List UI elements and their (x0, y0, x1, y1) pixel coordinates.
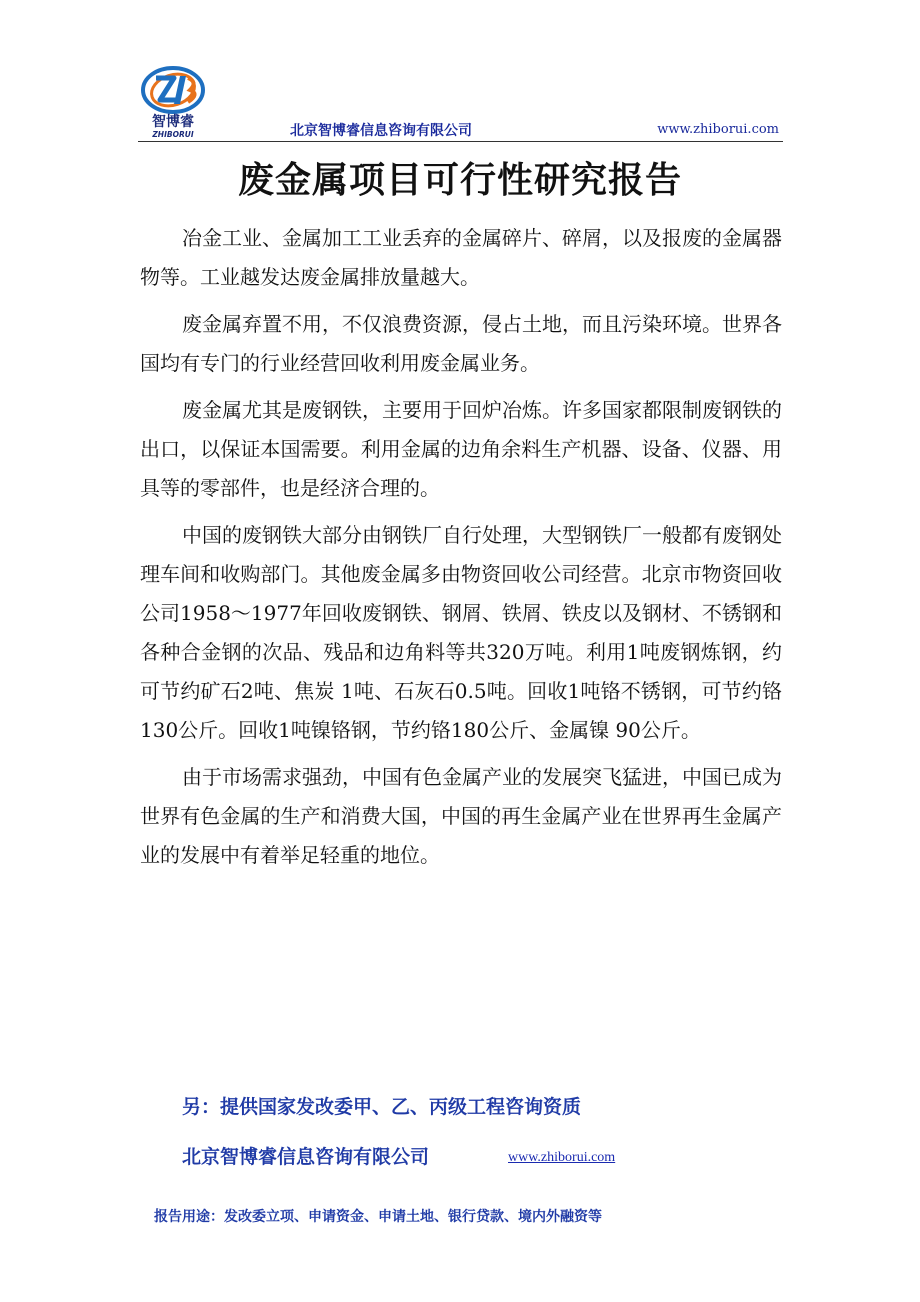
body-content (140, 219, 782, 883)
paragraph: 废金属尤其是废钢铁，主要用于回炉冶炼。许多国家都限制废钢铁的出口，以保证本国需要。利用金属的边角余料生产机器、设备、仪器、用具等的零部件，也是经济合理的。 (140, 398, 782, 500)
footer-company-name: 北京智博睿信息咨询有限公司 (182, 1146, 430, 1168)
footer-website-link[interactable]: www.zhiborui.com (508, 1150, 616, 1165)
logo-subtext: ZHIBORUI (152, 130, 194, 139)
header-divider (138, 141, 783, 142)
page-title: 废金属项目可行性研究报告 (237, 160, 682, 201)
paragraph: 中国的废钢铁大部分由钢铁厂自行处理，大型钢铁厂一般都有废钢处理车间和收购部门。其他废金属多由物资回收公司经营。北京市物资回收公司1958～1977年回收废钢铁、钢屑、铁屑、铁皮以及钢材、不锈钢和各种合金钢的次品、残品和边角料等共320万吨。利用1吨废钢炼钢，约可节约矿石2吨、焦炭 1吨、石灰石0.5吨。回收1吨铬不锈钢，可节约铬130公斤。回收1吨镍铬钢，节约铬180公斤、金属镍 90公斤。 (140, 523, 782, 742)
header-website-link[interactable]: www.zhiborui.com (657, 122, 779, 137)
report-usage-line: 报告用途：发改委立项、申请资金、申请土地、银行贷款、境内外融资等 (154, 1209, 602, 1225)
paragraph: 废金属弃置不用，不仅浪费资源，侵占土地，而且污染环境。世界各国均有专门的行业经营回收利用废金属业务。 (140, 312, 782, 375)
qualification-note: 另：提供国家发改委甲、乙、丙级工程咨询资质 (182, 1096, 582, 1118)
paragraph: 冶金工业、金属加工工业丢弃的金属碎片、碎屑，以及报废的金属器物等。工业越发达废金属排放量越大。 (140, 226, 782, 289)
logo-text: 智博睿 (152, 114, 194, 130)
zhiborui-logo-icon (138, 60, 208, 140)
page-header (138, 60, 783, 144)
paragraph: 由于市场需求强劲，中国有色金属产业的发展突飞猛进，中国已成为世界有色金属的生产和消费大国，中国的再生金属产业在世界再生金属产业的发展中有着举足轻重的地位。 (140, 765, 782, 867)
header-company-name: 北京智博睿信息咨询有限公司 (290, 123, 472, 139)
